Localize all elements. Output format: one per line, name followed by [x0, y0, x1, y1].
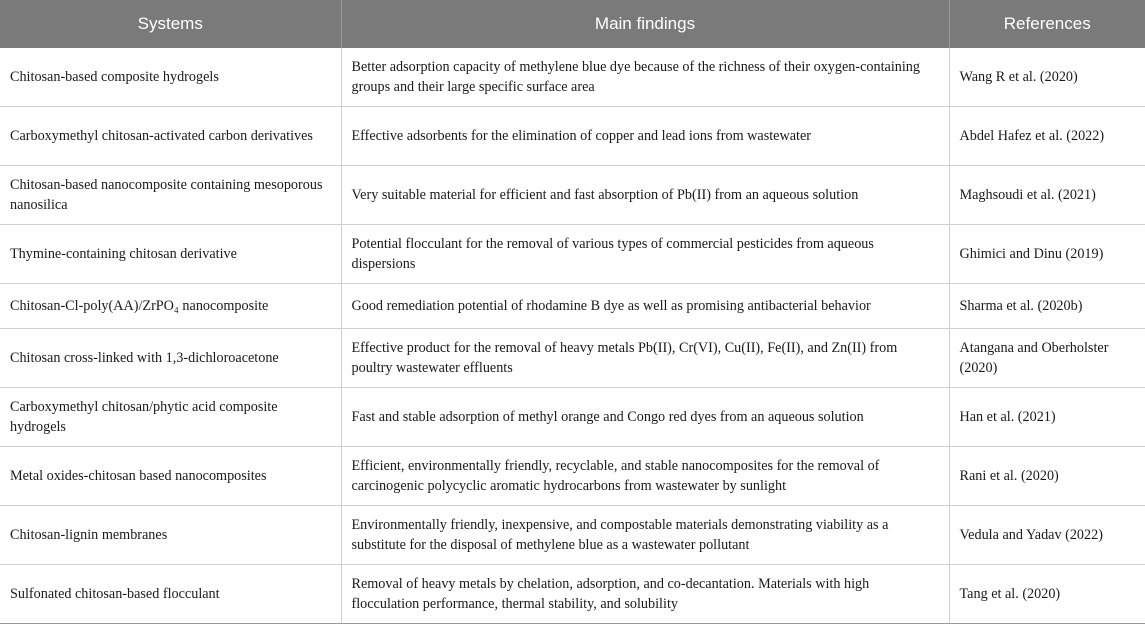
reference-cell: Tang et al. (2020)	[949, 565, 1145, 624]
system-cell: Thymine-containing chitosan derivative	[0, 225, 341, 284]
system-cell: Sulfonated chitosan-based flocculant	[0, 565, 341, 624]
reference-cell: Vedula and Yadav (2022)	[949, 506, 1145, 565]
finding-cell: Removal of heavy metals by chelation, adsorption, and co-decantation. Materials with high flocculation performance, thermal stability, and solubility	[341, 565, 949, 624]
table-row	[0, 166, 1145, 225]
table-row	[0, 225, 1145, 284]
system-cell: Metal oxides-chitosan based nanocomposites	[0, 447, 341, 506]
table-row	[0, 447, 1145, 506]
reference-cell: Atangana and Oberholster (2020)	[949, 329, 1145, 388]
reference-cell: Rani et al. (2020)	[949, 447, 1145, 506]
system-cell: Chitosan-lignin membranes	[0, 506, 341, 565]
header-row	[0, 0, 1145, 48]
finding-cell: Fast and stable adsorption of methyl orange and Congo red dyes from an aqueous solution	[341, 388, 949, 447]
table-row	[0, 506, 1145, 565]
reference-cell: Wang R et al. (2020)	[949, 48, 1145, 107]
reference-cell: Maghsoudi et al. (2021)	[949, 166, 1145, 225]
table-body	[0, 48, 1145, 624]
system-cell: Chitosan-Cl-poly(AA)/ZrPO₄ nanocomposite	[0, 284, 341, 329]
reference-cell: Han et al. (2021)	[949, 388, 1145, 447]
system-cell: Carboxymethyl chitosan-activated carbon derivatives	[0, 107, 341, 166]
table-row	[0, 284, 1145, 329]
reference-cell: Ghimici and Dinu (2019)	[949, 225, 1145, 284]
table-row	[0, 329, 1145, 388]
finding-cell: Better adsorption capacity of methylene blue dye because of the richness of their oxygen-containing groups and their large specific surface area	[341, 48, 949, 107]
header-references: References	[949, 0, 1145, 48]
finding-cell: Very suitable material for efficient and fast absorption of Pb(II) from an aqueous solution	[341, 166, 949, 225]
finding-cell: Potential flocculant for the removal of various types of commercial pesticides from aqueous dispersions	[341, 225, 949, 284]
finding-cell: Effective adsorbents for the elimination of copper and lead ions from wastewater	[341, 107, 949, 166]
system-cell: Carboxymethyl chitosan/phytic acid composite hydrogels	[0, 388, 341, 447]
system-cell: Chitosan-based composite hydrogels	[0, 48, 341, 107]
reference-cell: Sharma et al. (2020b)	[949, 284, 1145, 329]
table-row	[0, 388, 1145, 447]
table-row	[0, 565, 1145, 624]
header-main-findings: Main findings	[341, 0, 949, 48]
table-row	[0, 48, 1145, 107]
table-row	[0, 107, 1145, 166]
finding-cell: Efficient, environmentally friendly, recyclable, and stable nanocomposites for the removal of carcinogenic polycyclic aromatic hydrocarbons from wastewater by sunlight	[341, 447, 949, 506]
finding-cell: Good remediation potential of rhodamine B dye as well as promising antibacterial behavior	[341, 284, 949, 329]
reference-cell: Abdel Hafez et al. (2022)	[949, 107, 1145, 166]
finding-cell: Effective product for the removal of heavy metals Pb(II), Cr(VI), Cu(II), Fe(II), and Zn(II) from poultry wastewater effluents	[341, 329, 949, 388]
header-systems: Systems	[0, 0, 341, 48]
table-header	[0, 0, 1145, 48]
system-cell: Chitosan-based nanocomposite containing mesoporous nanosilica	[0, 166, 341, 225]
finding-cell: Environmentally friendly, inexpensive, and compostable materials demonstrating viability as a substitute for the disposal of methylene blue as a wastewater pollutant	[341, 506, 949, 565]
system-cell: Chitosan cross-linked with 1,3-dichloroacetone	[0, 329, 341, 388]
